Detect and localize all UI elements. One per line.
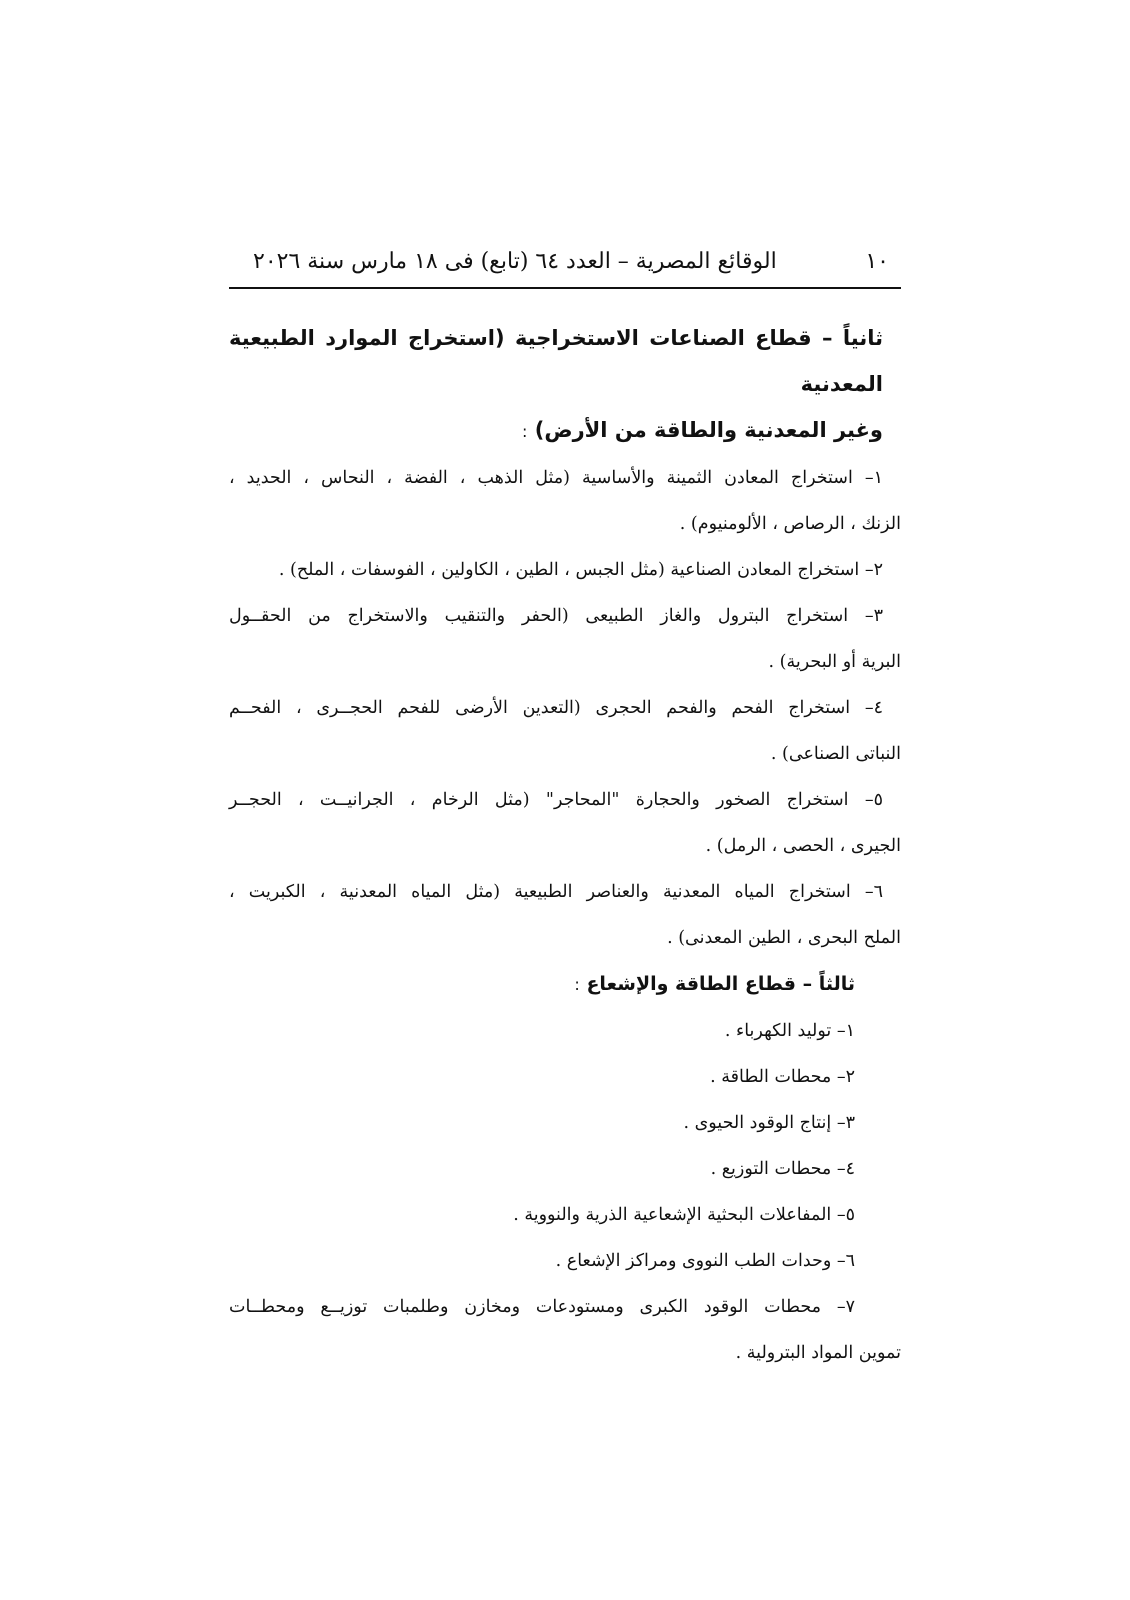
list-item-line: ٢– استخراج المعادن الصناعية (مثل الجبس ، الطين ، الكاولين ، الفوسفات ، الملح) . <box>278 559 883 580</box>
list-item <box>229 1284 901 1376</box>
section-2-list <box>229 455 901 961</box>
list-item <box>229 593 901 685</box>
list-item-line: ٤– استخراج الفحم والفحم الحجرى (التعدين الأرضى للفحم الحجــرى ، الفحــم <box>229 697 883 718</box>
section-2-heading <box>229 315 901 455</box>
list-item-line: الزنك ، الرصاص ، الألومنيوم) . <box>679 513 901 534</box>
list-item-line: ١– استخراج المعادن الثمينة والأساسية (مثل الذهب ، الفضة ، النحاس ، الحديد ، <box>229 467 883 488</box>
list-item-line: الجيرى ، الحصى ، الرمل) . <box>705 835 901 856</box>
page-header <box>229 248 901 289</box>
section-3-heading-text: ثالثاً – قطاع الطاقة والإشعاع <box>586 972 855 995</box>
list-item-line: الملح البحرى ، الطين المعدنى) . <box>667 927 901 948</box>
list-item-line: ٣– استخراج البترول والغاز الطبيعى (الحفر والتنقيب والاستخراج من الحقــول <box>229 605 883 626</box>
list-item-line: تموين المواد البترولية . <box>735 1342 901 1363</box>
list-item-line: البرية أو البحرية) . <box>768 651 901 672</box>
list-item: ٣– إنتاج الوقود الحيوى . <box>683 1112 855 1133</box>
list-item-line: ٦– استخراج المياه المعدنية والعناصر الطبيعية (مثل المياه المعدنية ، الكبريت ، <box>229 881 883 902</box>
section-2-heading-line-2 <box>229 407 883 455</box>
list-item <box>229 547 901 593</box>
list-item-line: النباتى الصناعى) . <box>770 743 901 764</box>
list-item: ٢– محطات الطاقة . <box>710 1066 855 1087</box>
section-3-list <box>229 1008 901 1376</box>
list-item: ٥– المفاعلات البحثية الإشعاعية الذرية والنووية . <box>513 1204 855 1225</box>
document-page <box>229 248 901 1376</box>
list-item <box>229 685 901 777</box>
page-number: ١٠ <box>865 249 889 274</box>
list-item: ٤– محطات التوزيع . <box>710 1158 855 1179</box>
section-2-heading-line-1: ثانياً – قطاع الصناعات الاستخراجية (استخراج الموارد الطبيعية المعدنية <box>229 325 883 396</box>
list-item: ١– توليد الكهرباء . <box>724 1020 855 1041</box>
list-item <box>229 777 901 869</box>
list-item: ٦– وحدات الطب النووى ومراكز الإشعاع . <box>555 1250 855 1271</box>
list-item <box>229 869 901 961</box>
section-3-heading <box>229 961 901 1008</box>
gazette-title: الوقائع المصرية – العدد ٦٤ (تابع) فى ١٨ مارس سنة ٢٠٢٦ <box>253 249 777 274</box>
list-item-line: ٥– استخراج الصخور والحجارة "المحاجر" (مثل الرخام ، الجرانيــت ، الحجــر <box>229 789 883 810</box>
section-3-heading-colon: : <box>574 974 580 994</box>
section-2-heading-colon: : <box>522 421 528 441</box>
list-item <box>229 455 901 547</box>
list-item-line: ٧– محطات الوقود الكبرى ومستودعات ومخازن وطلمبات توزيــع ومحطــات <box>229 1296 855 1317</box>
section-2-heading-line-2-text: وغير المعدنية والطاقة من الأرض) <box>534 417 883 442</box>
